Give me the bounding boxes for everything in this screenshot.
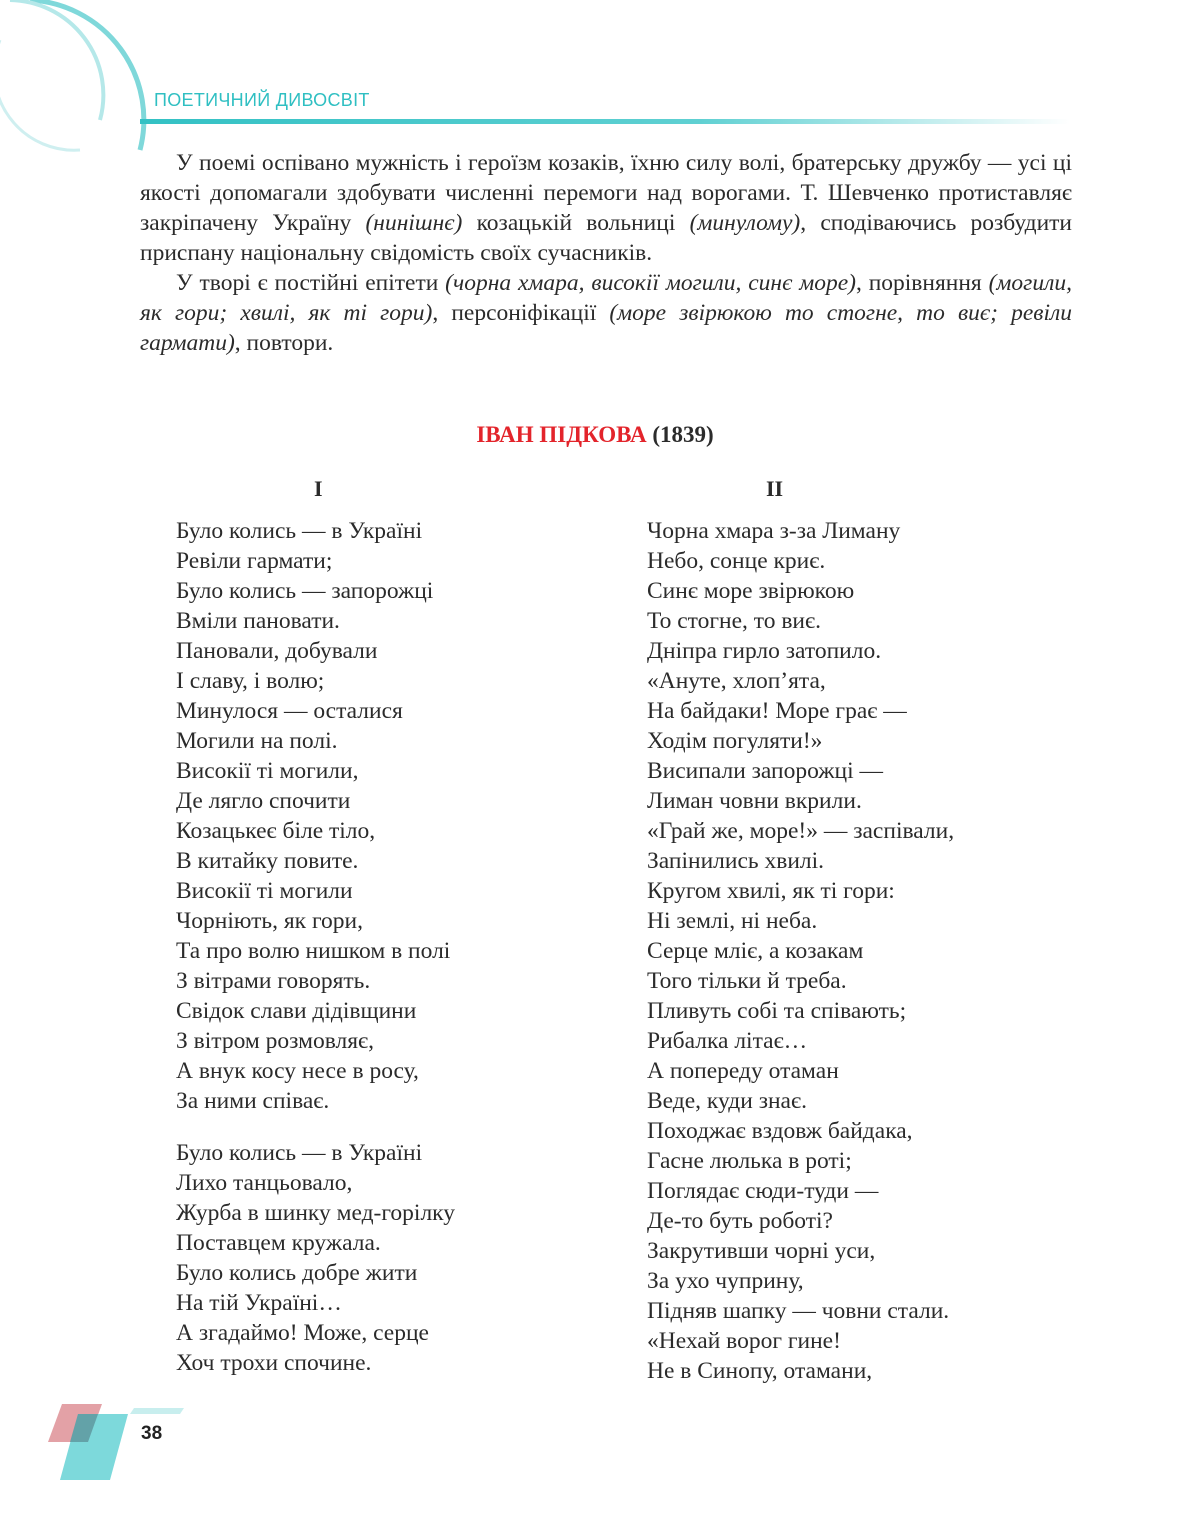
poem-line: Запінились хвилі. <box>647 848 825 874</box>
intro-paragraph-1: У поемі оспівано мужність і героїзм козаків, їхню силу волі, братерську дружбу — усі ці якості допомагали здобувати численні перемоги над ворогами. Т. Шевченко протиставляє закріпачену Україну (нинішнє) козацькій вольниці (минулому), сподіваючись розбудити приспану національну свідомість своїх сучасників. <box>140 150 1072 266</box>
page-number: 38 <box>141 1423 163 1444</box>
poem-line: Походжає вздовж байдака, <box>647 1118 913 1144</box>
poem-line: За ними співає. <box>176 1088 330 1114</box>
intro-paragraph-2: У творі є постійні епітети (чорна хмара, високії могили, синє море), порівняння (могили, як гори; хвилі, як ті гори), персоніфікації (море звірюкою то стогне, то виє; ревіли гармати), повтори. <box>140 270 1072 356</box>
section-title: ПОЕТИЧНИЙ ДИВОСВІТ <box>154 90 370 110</box>
poem-line: З вітром розмовляє, <box>176 1028 374 1054</box>
poem-line: Козацькеє біле тіло, <box>176 818 376 844</box>
poem-line: Пливуть собі та співають; <box>647 998 907 1024</box>
poem-line: Високії ті могили, <box>176 758 359 784</box>
poem-line: Було колись добре жити <box>176 1260 418 1286</box>
poem-line: Було колись — запорожці <box>176 578 434 604</box>
part-2-stanza-1 <box>647 516 954 1386</box>
poem-line: Пановали, добували <box>176 638 378 664</box>
poem-title-name: ІВАН ПІДКОВА <box>476 422 647 447</box>
poem-line: То стогне, то виє. <box>647 608 821 634</box>
poem-line: Могили на полі. <box>176 728 338 754</box>
poem-line: Чорна хмара з-за Лиману <box>647 518 901 544</box>
poem-line: Журба в шинку мед-горілку <box>176 1200 456 1226</box>
part-2-label: II <box>766 476 784 501</box>
poem-line: Кругом хвилі, як ті гори: <box>647 878 895 904</box>
poem-line: Високії ті могили <box>176 878 353 904</box>
poem-line: А згадаймо! Може, серце <box>176 1320 429 1346</box>
header-rule <box>140 119 1070 124</box>
poem-line: В китайку повите. <box>176 848 359 874</box>
poem-line: Було колись — в Україні <box>176 1140 423 1166</box>
poem-line: Хоч трохи спочине. <box>176 1350 372 1376</box>
page-corner-decoration <box>48 1404 198 1480</box>
poem-line: Не в Синопу, отамани, <box>647 1358 873 1384</box>
poem-line: Веде, куди знає. <box>647 1088 807 1114</box>
poem-line: Гасне люлька в роті; <box>647 1148 852 1174</box>
poem-line: А внук косу несе в росу, <box>176 1058 419 1084</box>
poem-line: Закрутивши чорні уси, <box>647 1238 876 1264</box>
poem-line: Лихо танцьовало, <box>176 1170 353 1196</box>
poem-line: Де-то буть роботі? <box>647 1208 833 1234</box>
poem-line: Синє море звірюкою <box>647 578 855 604</box>
part-1-stanza-2 <box>176 1138 455 1378</box>
poem-line: Поставцем кружала. <box>176 1230 381 1256</box>
poem-title-year: (1839) <box>652 422 714 447</box>
poem-line: Де лягло спочити <box>176 788 351 814</box>
poem-line: Дніпра гирло затопило. <box>647 638 882 664</box>
poem-line: Висипали запорожці — <box>647 758 884 784</box>
poem-line: Було колись — в Україні <box>176 518 423 544</box>
poem-line: Та про волю нишком в полі <box>176 938 451 964</box>
poem-line: Підняв шапку — човни стали. <box>647 1298 950 1324</box>
poem-line: І славу, і волю; <box>176 668 325 694</box>
poem-line: «Нехай ворог гине! <box>647 1328 841 1354</box>
poem-line: З вітрами говорять. <box>176 968 371 994</box>
poem-line: Чорніють, як гори, <box>176 908 363 934</box>
poem-line: На байдаки! Море грає — <box>647 698 907 724</box>
poem-line: Вміли пановати. <box>176 608 340 634</box>
poem-line: Минулося — осталися <box>176 698 403 724</box>
part-1-stanza-1 <box>176 516 450 1116</box>
poem-line: Лиман човни вкрили. <box>647 788 862 814</box>
poem-line: Серце мліє, а козакам <box>647 938 864 964</box>
poem-line: Небо, сонце криє. <box>647 548 826 574</box>
poem-line: За ухо чуприну, <box>647 1268 804 1294</box>
intro-text <box>140 148 1072 358</box>
poem-line: Рибалка літає… <box>647 1028 808 1054</box>
part-1-label: I <box>314 476 323 501</box>
poem-line: А попереду отаман <box>647 1058 839 1084</box>
poem-line: Ревіли гармати; <box>176 548 333 574</box>
poem-line: Ні землі, ні неба. <box>647 908 818 934</box>
poem-line: Поглядає сюди-туди — <box>647 1178 879 1204</box>
poem-line: Ходім погуляти!» <box>647 728 823 754</box>
poem-line: «Ануте, хлоп’ята, <box>647 668 826 694</box>
poem-line: Того тільки й треба. <box>647 968 847 994</box>
poem-line: На тій Україні… <box>176 1290 342 1316</box>
poem-line: Свідок слави дідівщини <box>176 998 417 1024</box>
poem-line: «Грай же, море!» — заспівали, <box>647 818 955 844</box>
poem-title <box>0 422 1190 448</box>
